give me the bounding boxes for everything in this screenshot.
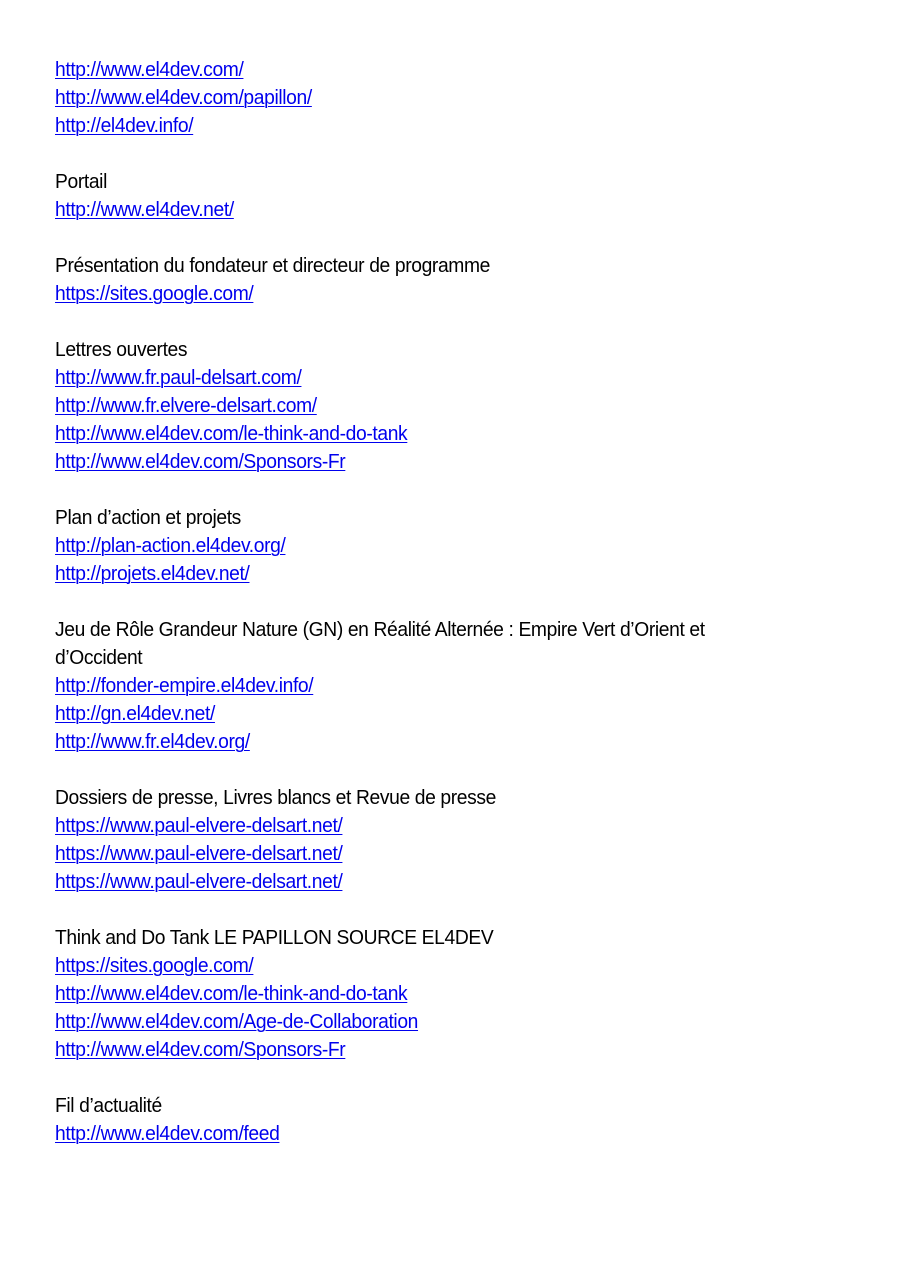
section-dossiers-presse bbox=[55, 784, 769, 896]
section-heading: Dossiers de presse, Livres blancs et Revue de presse bbox=[55, 786, 497, 809]
link[interactable]: http://www.el4dev.com/ bbox=[55, 58, 244, 81]
section-plan-action bbox=[55, 504, 769, 588]
section-heading: Présentation du fondateur et directeur de programme bbox=[55, 254, 491, 277]
section-heading: Fil d’actualité bbox=[55, 1094, 162, 1117]
link[interactable]: http://plan-action.el4dev.org/ bbox=[55, 534, 286, 557]
section-presentation bbox=[55, 252, 769, 308]
link[interactable]: http://gn.el4dev.net/ bbox=[55, 702, 215, 725]
link[interactable]: http://www.el4dev.com/le-think-and-do-tank bbox=[55, 422, 408, 445]
link[interactable]: http://fonder-empire.el4dev.info/ bbox=[55, 674, 314, 697]
link[interactable]: http://projets.el4dev.net/ bbox=[55, 562, 250, 585]
link[interactable]: https://www.paul-elvere-delsart.net/ bbox=[55, 814, 343, 837]
section-portail bbox=[55, 168, 769, 224]
link[interactable]: http://el4dev.info/ bbox=[55, 114, 194, 137]
link[interactable]: http://www.el4dev.com/Age-de-Collaboration bbox=[55, 1010, 419, 1033]
link[interactable]: https://sites.google.com/ bbox=[55, 282, 254, 305]
section-lettres-ouvertes bbox=[55, 336, 769, 476]
section-heading: Jeu de Rôle Grandeur Nature (GN) en Réalité Alternée : Empire Vert d’Orient et d’Occident bbox=[55, 618, 705, 669]
link[interactable]: http://www.fr.paul-delsart.com/ bbox=[55, 366, 302, 389]
link[interactable]: http://www.el4dev.com/Sponsors-Fr bbox=[55, 1038, 346, 1061]
link[interactable]: http://www.fr.elvere-delsart.com/ bbox=[55, 394, 317, 417]
section-think-and-do-tank bbox=[55, 924, 769, 1064]
link[interactable]: http://www.el4dev.com/papillon/ bbox=[55, 86, 312, 109]
section-heading: Think and Do Tank LE PAPILLON SOURCE EL4DEV bbox=[55, 926, 494, 949]
section-heading: Lettres ouvertes bbox=[55, 338, 188, 361]
section-heading: Portail bbox=[55, 170, 107, 193]
link[interactable]: https://www.paul-elvere-delsart.net/ bbox=[55, 870, 343, 893]
link[interactable]: http://www.el4dev.com/Sponsors-Fr bbox=[55, 450, 346, 473]
link[interactable]: http://www.el4dev.com/feed bbox=[55, 1122, 280, 1145]
section-jeu-de-role bbox=[55, 616, 769, 756]
link[interactable]: http://www.el4dev.com/le-think-and-do-tank bbox=[55, 982, 408, 1005]
link[interactable]: https://sites.google.com/ bbox=[55, 954, 254, 977]
section-heading: Plan d’action et projets bbox=[55, 506, 241, 529]
link[interactable]: http://www.el4dev.net/ bbox=[55, 198, 234, 221]
document-page bbox=[55, 56, 769, 1176]
section-main-sites bbox=[55, 56, 769, 140]
link[interactable]: http://www.fr.el4dev.org/ bbox=[55, 730, 250, 753]
section-fil-actualite bbox=[55, 1092, 769, 1148]
link[interactable]: https://www.paul-elvere-delsart.net/ bbox=[55, 842, 343, 865]
